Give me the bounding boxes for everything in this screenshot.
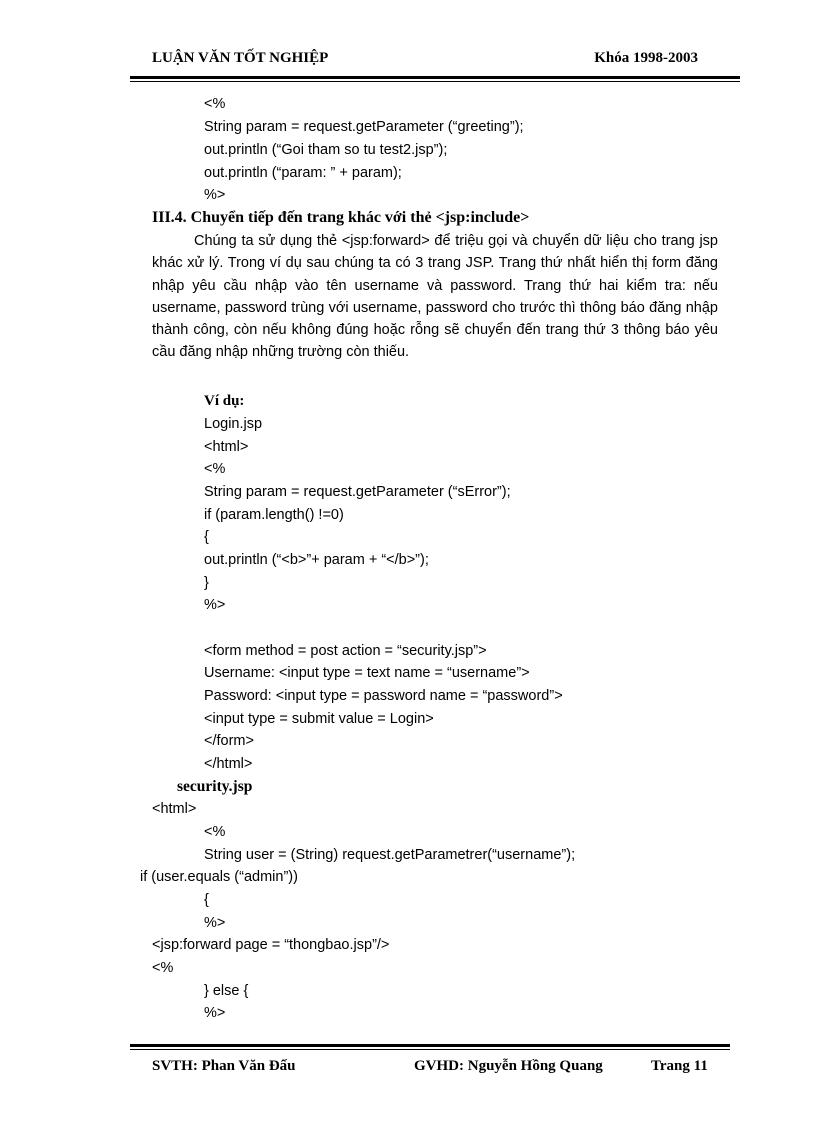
paragraph-text: Chúng ta sử dụng thẻ <jsp:forward> để triệu gọi và chuyển dữ liệu cho trang jsp khác xử lý. Trong ví dụ sau chúng ta có 3 trang JSP. Trang thứ nhất hiển thị form đăng nhập yêu cầu nhập vào tên username và password. Trang thứ hai kiểm tra: nếu username, password trùng với username, password cho trước thì thông báo đăng nhập thành công, còn nếu không đúng hoặc rỗng sẽ chuyển đến trang thứ 3 thông báo yêu cầu đăng nhập những trường còn thiếu. xyxy=(152,233,718,361)
security-title: security.jsp xyxy=(177,778,253,795)
code-line: out.println (“Goi tham so tu test2.jsp”); xyxy=(204,142,448,158)
page-header xyxy=(152,50,700,72)
code-line: String param = request.getParameter (“sError”); xyxy=(204,484,511,500)
code-line: <% xyxy=(204,96,226,112)
course-year: Khóa 1998-2003 xyxy=(594,50,698,66)
code-line: <form method = post action = “security.jsp”> xyxy=(204,643,487,659)
code-line: out.println (“param: ” + param); xyxy=(204,165,402,181)
code-line: <% xyxy=(204,824,226,840)
code-line: Login.jsp xyxy=(204,416,263,432)
code-line: } xyxy=(204,575,209,591)
code-line: <html> xyxy=(152,801,197,817)
code-line: { xyxy=(204,529,209,545)
code-line: Password: <input type = password name = “password”> xyxy=(204,688,563,704)
code-line: if (param.length() !=0) xyxy=(204,507,344,523)
example-label: Ví dụ: xyxy=(204,393,245,409)
footer-page-number: Trang 11 xyxy=(651,1058,708,1074)
footer-rule-thick xyxy=(130,1044,730,1047)
code-line: <jsp:forward page = “thongbao.jsp”/> xyxy=(152,937,390,953)
code-line: Username: <input type = text name = “username”> xyxy=(204,665,530,681)
code-line: %> xyxy=(204,1005,226,1021)
body-paragraph xyxy=(152,230,718,364)
header-rule-thin xyxy=(130,81,740,82)
thesis-title: LUẬN VĂN TỐT NGHIỆP xyxy=(152,50,329,66)
code-line: { xyxy=(204,892,209,908)
code-line: <input type = submit value = Login> xyxy=(204,711,434,727)
code-line: %> xyxy=(204,597,226,613)
code-line: if (user.equals (“admin”)) xyxy=(140,869,298,885)
code-line: %> xyxy=(204,187,226,203)
section-heading: III.4. Chuyển tiếp đến trang khác với thẻ <jsp:include> xyxy=(152,209,530,226)
header-rule-thick xyxy=(130,76,740,79)
code-line: } else { xyxy=(204,983,249,999)
footer-student: SVTH: Phan Văn Đấu xyxy=(152,1058,296,1074)
footer-rule-thin xyxy=(130,1049,730,1050)
code-line: </html> xyxy=(204,756,253,772)
code-line: out.println (“<b>”+ param + “</b>”); xyxy=(204,552,429,568)
footer-advisor: GVHD: Nguyễn Hồng Quang xyxy=(414,1058,603,1074)
code-line: String user = (String) request.getParametrer(“username”); xyxy=(204,847,576,863)
code-line: </form> xyxy=(204,733,254,749)
code-line: String param = request.getParameter (“greeting”); xyxy=(204,119,524,135)
code-line: <% xyxy=(204,461,226,477)
code-line: <% xyxy=(152,960,174,976)
code-line: <html> xyxy=(204,439,249,455)
code-line: %> xyxy=(204,915,226,931)
